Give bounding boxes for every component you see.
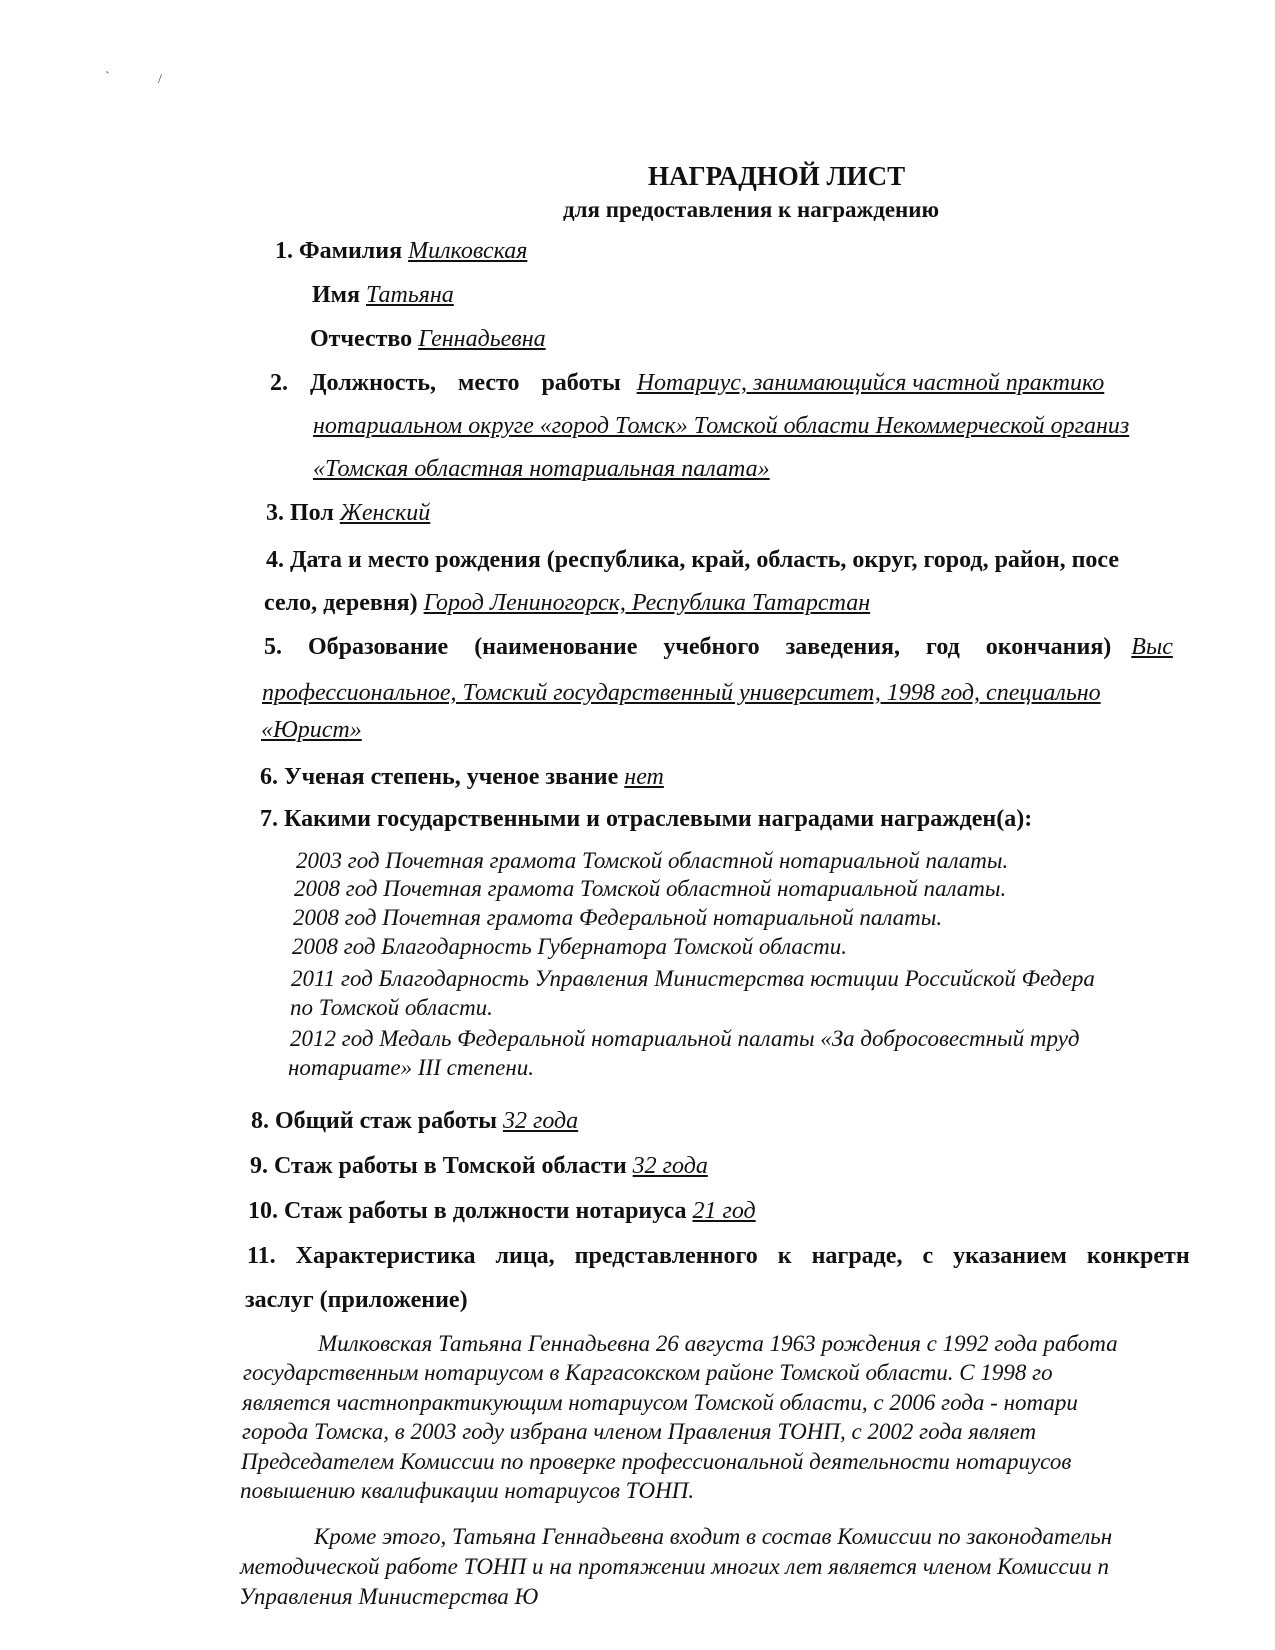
characteristic-text-line: является частнопрактикующим нотариусом Томской области, с 2006 года - нотари bbox=[242, 1390, 1078, 1415]
exp-notary-label: 10. Стаж работы в должности нотариуса bbox=[248, 1198, 687, 1224]
degree-label: 6. Ученая степень, ученое звание bbox=[260, 764, 619, 790]
exp-total-row bbox=[251, 1108, 578, 1134]
award-line: 2008 год Почетная грамота Томской областной нотариальной палаты. bbox=[294, 876, 1007, 901]
education-row bbox=[264, 634, 1173, 660]
characteristic-text-line: методической работе ТОНП и на протяжении многих лет является членом Комиссии п bbox=[240, 1554, 1109, 1579]
award-line: 2012 год Медаль Федеральной нотариальной палаты «За добросовестный труд bbox=[290, 1026, 1080, 1051]
education-label: 5. Образование (наименование учебного заведения, год окончания) bbox=[264, 634, 1112, 660]
characteristic-text-line: Милковская Татьяна Геннадьевна 26 августа 1963 рождения с 1992 года работа bbox=[318, 1331, 1118, 1356]
position-label: 2. Должность, место работы bbox=[270, 370, 621, 396]
birth-label-line1: 4. Дата и место рождения (республика, край, область, округ, город, район, посе bbox=[266, 547, 1119, 573]
exp-region-label: 9. Стаж работы в Томской области bbox=[250, 1153, 627, 1179]
exp-region-value: 32 года bbox=[632, 1153, 708, 1179]
characteristic-text-line: повышению квалификации нотариусов ТОНП. bbox=[240, 1478, 695, 1503]
education-line2 bbox=[262, 680, 1101, 706]
scan-mark: / bbox=[158, 72, 162, 87]
sex-label: 3. Пол bbox=[266, 500, 334, 526]
name-label: Имя bbox=[312, 282, 360, 308]
degree-value: нет bbox=[624, 764, 664, 790]
degree-row bbox=[260, 764, 664, 790]
surname-row bbox=[275, 238, 527, 264]
education-value-line1: Выс bbox=[1131, 634, 1173, 660]
position-line2 bbox=[313, 413, 1129, 439]
award-line: 2008 год Почетная грамота Федеральной нотариальной палаты. bbox=[293, 905, 943, 930]
award-line: по Томской области. bbox=[290, 995, 493, 1020]
document-title: НАГРАДНОЙ ЛИСТ bbox=[648, 161, 906, 191]
education-value-line3: «Юрист» bbox=[261, 717, 362, 743]
position-row bbox=[270, 370, 1104, 396]
exp-notary-row bbox=[248, 1198, 756, 1224]
document-subtitle: для предоставления к награждению bbox=[563, 197, 940, 222]
scan-mark: ` bbox=[105, 70, 110, 85]
characteristic-label-line1: 11. Характеристика лица, представленного к награде, с указанием конкретн bbox=[247, 1243, 1190, 1269]
characteristic-text-line: Управления Министерства Ю bbox=[239, 1584, 539, 1609]
education-value-line2: профессиональное, Томский государственный университет, 1998 год, специально bbox=[262, 680, 1101, 706]
position-value-line1: Нотариус, занимающийся частной практико bbox=[636, 370, 1105, 396]
patronymic-label: Отчество bbox=[310, 326, 413, 352]
exp-notary-value: 21 год bbox=[692, 1198, 756, 1224]
award-line: нотариате» III степени. bbox=[288, 1055, 534, 1080]
characteristic-text-line: Кроме этого, Татьяна Геннадьевна входит в состав Комиссии по законодательн bbox=[314, 1524, 1113, 1549]
position-value-line2: нотариальном округе «город Томск» Томской области Некоммерческой организ bbox=[313, 413, 1130, 439]
patronymic-row bbox=[310, 326, 546, 352]
exp-region-row bbox=[250, 1153, 708, 1179]
characteristic-text-line: Председателем Комиссии по проверке профессиональной деятельности нотариусов bbox=[241, 1449, 1072, 1474]
birth-row bbox=[264, 590, 870, 616]
position-line3 bbox=[313, 456, 770, 482]
birth-label-line2: село, деревня) bbox=[264, 590, 418, 616]
surname-value: Милковская bbox=[408, 238, 528, 264]
characteristic-text-line: государственным нотариусом в Каргасокском районе Томской области. С 1998 го bbox=[243, 1360, 1053, 1385]
education-line3 bbox=[261, 717, 362, 743]
exp-total-label: 8. Общий стаж работы bbox=[251, 1108, 497, 1134]
birth-value: Город Лениногорск, Республика Татарстан bbox=[423, 590, 871, 616]
award-line: 2008 год Благодарность Губернатора Томской области. bbox=[292, 934, 847, 959]
award-line: 2011 год Благодарность Управления Министерства юстиции Российской Федера bbox=[291, 966, 1095, 991]
characteristic-label-line2: заслуг (приложение) bbox=[245, 1287, 468, 1313]
sex-value: Женский bbox=[339, 500, 431, 526]
sex-row bbox=[266, 500, 430, 526]
award-line: 2003 год Почетная грамота Томской областной нотариальной палаты. bbox=[296, 848, 1009, 873]
characteristic-text-line: города Томска, в 2003 году избрана членом Правления ТОНП, с 2002 года являет bbox=[242, 1419, 1037, 1444]
awards-label: 7. Какими государственными и отраслевыми наградами награжден(а): bbox=[260, 806, 1033, 832]
patronymic-value: Геннадьевна bbox=[418, 326, 546, 352]
exp-total-value: 32 года bbox=[502, 1108, 579, 1134]
surname-label: 1. Фамилия bbox=[275, 238, 403, 264]
name-row bbox=[312, 282, 454, 308]
name-value: Татьяна bbox=[366, 282, 454, 308]
position-value-line3: «Томская областная нотариальная палата» bbox=[313, 456, 770, 482]
